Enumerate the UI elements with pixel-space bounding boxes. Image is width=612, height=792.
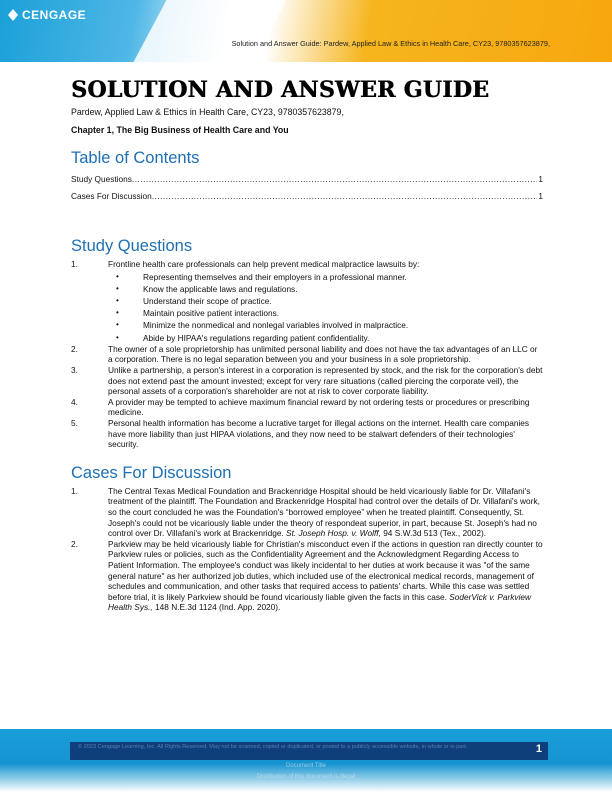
copyright-bar bbox=[70, 742, 548, 760]
item-number: 2. bbox=[71, 538, 78, 549]
bullet-list bbox=[108, 271, 543, 344]
bullet-item bbox=[108, 319, 543, 331]
header-stripe bbox=[134, 0, 287, 62]
list-item bbox=[71, 539, 543, 613]
document-body bbox=[71, 76, 543, 613]
bullet-text: Minimize the nonmedical and nonlegal variables involved in malpractice. bbox=[143, 320, 409, 331]
chapter-title: Chapter 1, The Big Business of Health Care and You bbox=[71, 125, 289, 135]
bullet-item bbox=[108, 307, 543, 319]
list-item bbox=[71, 486, 543, 539]
toc-entry[interactable] bbox=[71, 191, 543, 202]
bullet-icon: • bbox=[116, 271, 119, 281]
item-text: Frontline health care professionals can help prevent medical malpractice lawsuits by: bbox=[108, 259, 420, 269]
page-number: 1 bbox=[535, 743, 542, 755]
list-item bbox=[71, 344, 543, 365]
bullet-text: Know the applicable laws and regulations. bbox=[143, 283, 298, 294]
item-text: Personal health information has become a lucrative target for illegal actions on the internet. Health care companies have more liability than just HIPAA violations, and they now need to be stalwart defenders of their technologies' security. bbox=[108, 417, 530, 450]
case-name: St. Joseph Hosp. v. Wolff, bbox=[286, 528, 381, 539]
header-banner bbox=[0, 0, 612, 62]
item-text: Unlike a partnership, a person's interest in a corporation is represented by stock, and the risk for the corporation's debt does not extend past the amount invested; except for very rare situations (called piercing the corporate veil), the personal assets of a corporation's shareholder are not at risk to cover corporate liability. bbox=[108, 365, 543, 397]
bullet-item bbox=[108, 271, 543, 283]
item-text: Parkview may be held vicariously liable for Christian's misconduct even if the actions in question ran directly counter to Parkview rules or policies, such as the Confidentiality Agreement and the Acknowledgment Regarding Access to Patient Information. The employee's conduct was likely incidental to her duties at work because it was "of the same general nature" as her authorized job duties, which included use of the electronical medical records, management of schedules and communication, and other tasks that required access to patients' charts. While this case was settled before trial, it is likely Parkview should be found vicariously liable given the facts in this case. bbox=[108, 538, 543, 602]
bullet-icon: • bbox=[116, 283, 119, 293]
list-item bbox=[71, 418, 543, 450]
item-text: The owner of a sole proprietorship has unlimited personal liability and does not have the tax advantages of an LLC or a corporation. There is no legal separation between you and your business in a sole proprietorship. bbox=[108, 343, 538, 365]
toc-leader bbox=[132, 174, 537, 185]
toc-leader bbox=[152, 191, 538, 202]
toc-entry-page: 1 bbox=[538, 174, 543, 184]
bullet-icon: • bbox=[116, 332, 119, 342]
bullet-icon: • bbox=[116, 320, 119, 330]
bullet-icon: • bbox=[116, 296, 119, 305]
study-questions-list bbox=[71, 259, 543, 450]
bullet-text: Maintain positive patient interactions. bbox=[143, 308, 280, 319]
book-subtitle: Pardew, Applied Law & Ethics in Health Care, CY23, 9780357623879, bbox=[71, 107, 344, 117]
bullet-text: Understand their scope of practice. bbox=[143, 296, 272, 306]
bullet-text: Representing themselves and their employers in a professional manner. bbox=[143, 271, 407, 282]
cases-heading: Cases For Discussion bbox=[71, 463, 232, 482]
toc-entry-page: 1 bbox=[538, 191, 543, 201]
item-number: 1. bbox=[71, 485, 78, 496]
item-text: A provider may be tempted to achieve maximum financial reward by not ordering tests or procedures or prescribing medicine. bbox=[108, 396, 530, 418]
bullet-item bbox=[108, 295, 543, 307]
item-number: 3. bbox=[71, 365, 78, 375]
case-citation: 94 S.W.3d 513 (Tex., 2002). bbox=[380, 528, 487, 539]
cases-list bbox=[71, 486, 543, 613]
item-number: 4. bbox=[71, 396, 78, 407]
page-title: SOLUTION AND ANSWER GUIDE bbox=[71, 77, 490, 103]
cengage-logo bbox=[8, 8, 86, 22]
copyright-notice: © 2023 Cengage Learning, Inc. All Rights Reserved. May not be scanned, copied or duplicated, or posted to a publicly accessible website, in whole or in part. bbox=[78, 744, 468, 750]
toc-entry[interactable] bbox=[71, 174, 543, 185]
list-item bbox=[71, 259, 543, 344]
toc-entry-label[interactable]: Cases For Discussion bbox=[71, 191, 152, 201]
item-number: 1. bbox=[71, 259, 78, 269]
case-citation: 148 N.E.3d 1124 (Ind. App. 2020). bbox=[152, 602, 281, 613]
case-name: SoderVick v. Parkview Health Sys., bbox=[108, 591, 532, 613]
list-item bbox=[71, 397, 543, 418]
bullet-text: Abide by HIPAA's regulations regarding patient confidentiality. bbox=[143, 332, 370, 343]
logo-text: CENGAGE bbox=[22, 8, 87, 22]
list-item bbox=[71, 365, 543, 397]
toc-heading: Table of Contents bbox=[71, 149, 200, 167]
running-head: Solution and Answer Guide: Pardew, Applied Law & Ethics in Health Care, CY23, 9780357623879, bbox=[231, 39, 550, 48]
bullet-item bbox=[108, 332, 543, 344]
footer-watermark-notice: Distribution of this document is illegal bbox=[256, 774, 356, 780]
study-questions-heading: Study Questions bbox=[71, 237, 193, 255]
bullet-icon: • bbox=[116, 308, 119, 318]
cengage-mark-icon bbox=[8, 9, 18, 21]
item-number: 5. bbox=[71, 417, 78, 428]
footer-watermark-title: Document Title bbox=[285, 763, 327, 769]
item-number: 2. bbox=[71, 343, 78, 354]
toc-entry-label[interactable]: Study Questions bbox=[71, 174, 132, 184]
footer-banner bbox=[0, 729, 612, 792]
bullet-item bbox=[108, 283, 543, 295]
item-text: The Central Texas Medical Foundation and Brackenridge Hospital should be held vicariously liable for Dr. Villafani's treatment of the plaintiff. The Foundation and Brackenridge Hospital had control over the details of Dr. Villafani's work, so the court concluded he was the Foundation's “borrowed employee” when he treated plaintiff. Consequently, St. Joseph's could not be vicariously liable under the theory of respondeat superior, in part, because St. Joseph's had no control over Dr. Villafani's work at Brackenridge. bbox=[108, 485, 540, 539]
